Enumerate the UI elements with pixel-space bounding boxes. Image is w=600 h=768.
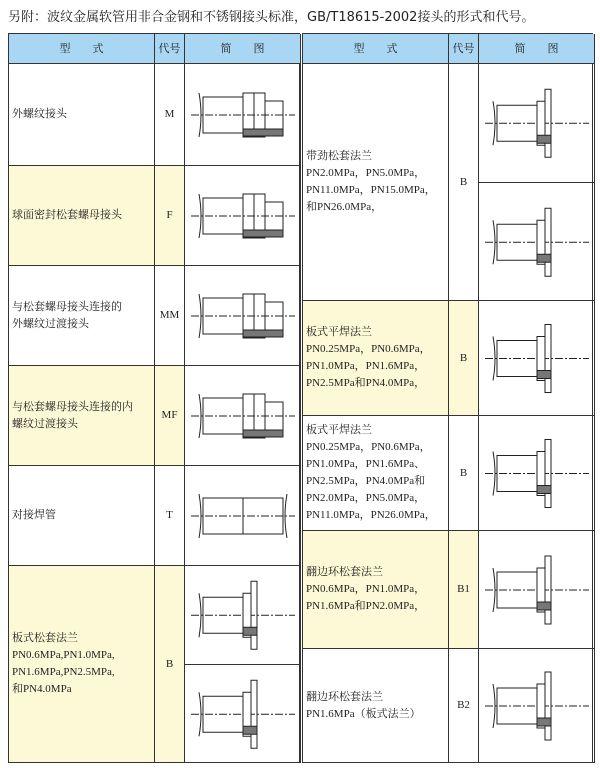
- code-cell: [449, 301, 479, 416]
- fitting-diagram: [479, 301, 595, 416]
- type-text: PN2.0MPa，PN5.0MPa，: [306, 167, 426, 179]
- type-text: PN1.6MPa,PN2.5MPa,: [12, 666, 115, 678]
- type-text: 翻边环松套法兰: [306, 566, 383, 578]
- fitting-diagram: [185, 665, 301, 764]
- fitting-diagram: [479, 64, 595, 183]
- type-text: 翻边环松套法兰: [306, 690, 383, 703]
- left-table: [8, 33, 300, 763]
- fitting-diagram: [479, 416, 595, 531]
- code-cell: [449, 416, 479, 531]
- code-text: B: [459, 466, 468, 479]
- header-type: 型 式: [9, 34, 155, 64]
- type-cell: [9, 366, 155, 466]
- fitting-diagram: [185, 466, 301, 566]
- type-cell: [9, 64, 155, 166]
- code-text: B2: [457, 699, 470, 711]
- header-diagram: 简 图: [479, 34, 595, 64]
- type-cell: [303, 64, 449, 301]
- header-diagram: 简 图: [185, 34, 301, 64]
- type-text: 带劲松套法兰: [306, 150, 372, 162]
- code-cell: [449, 64, 479, 301]
- fitting-diagram: [185, 64, 301, 166]
- code-text: MM: [159, 309, 180, 321]
- code-text: B: [459, 351, 468, 364]
- type-text: PN1.6MPa（板式法兰）: [306, 707, 421, 720]
- type-text: PN2.5MPa和PN4.0MPa，: [306, 377, 426, 389]
- type-cell: [9, 466, 155, 566]
- header-code: 代号: [155, 34, 185, 64]
- type-text: PN0.25MPa，PN0.6MPa，: [306, 343, 431, 355]
- code-cell: [155, 566, 185, 763]
- type-text: 和PN26.0MPa，: [306, 201, 383, 213]
- fitting-diagram: [479, 649, 595, 763]
- type-text: PN1.0MPa，PN1.6MPa、: [306, 458, 426, 470]
- type-cell: [303, 301, 449, 416]
- code-text: B: [165, 657, 174, 670]
- fitting-diagram: [185, 566, 301, 665]
- code-text: B: [459, 175, 468, 188]
- type-text: PN11.0MPa，PN26.0MPa，: [306, 509, 436, 521]
- type-text: PN0.6MPa，PN1.0MPa，: [306, 583, 426, 595]
- code-text: M: [164, 108, 175, 120]
- type-text: PN1.6MPa和PN2.0MPa，: [306, 600, 426, 612]
- code-text: F: [166, 209, 173, 221]
- type-text: 和PN4.0MPa: [12, 683, 72, 695]
- code-text: T: [166, 509, 173, 521]
- type-cell: [9, 566, 155, 763]
- type-cell: [303, 531, 449, 649]
- page-title: 另附：波纹金属软管用非合金钢和不锈钢接头标准，GB/T18615-2002接头的形式和代号。: [8, 10, 535, 25]
- type-text: 球面密封松套螺母接头: [12, 209, 122, 221]
- type-text: PN2.5MPa，PN4.0MPa和: [306, 475, 426, 487]
- code-text: B1: [457, 583, 470, 595]
- type-cell: [303, 649, 449, 763]
- header-type: 型 式: [303, 34, 449, 64]
- type-text: PN11.0MPa，PN15.0MPa，: [306, 184, 436, 196]
- type-text: 外螺纹接头: [12, 108, 67, 120]
- type-text: 板式平焊法兰: [306, 326, 372, 338]
- type-text: 外螺纹过渡接头: [12, 317, 89, 330]
- type-text: 与松套螺母接头连接的: [12, 300, 122, 313]
- code-cell: [155, 466, 185, 566]
- code-cell: [449, 649, 479, 763]
- code-text: MF: [161, 409, 178, 421]
- header-code: 代号: [449, 34, 479, 64]
- type-cell: [303, 416, 449, 531]
- type-text: 板式松套法兰: [12, 632, 78, 644]
- code-cell: [155, 166, 185, 266]
- type-cell: [9, 266, 155, 366]
- fitting-diagram: [185, 166, 301, 266]
- type-text: 与松套螺母接头连接的内: [12, 400, 133, 413]
- type-cell: [9, 166, 155, 266]
- type-text: PN0.25MPa，PN0.6MPa，: [306, 441, 431, 453]
- type-text: PN0.6MPa,PN1.0MPa,: [12, 649, 115, 661]
- fitting-diagram: [479, 183, 595, 302]
- code-cell: [449, 531, 479, 649]
- code-cell: [155, 366, 185, 466]
- fitting-diagram: [479, 531, 595, 649]
- code-cell: [155, 266, 185, 366]
- type-text: PN2.0MPa，PN5.0MPa，: [306, 492, 426, 504]
- fitting-diagram: [185, 266, 301, 366]
- type-text: PN1.0MPa，PN1.6MPa，: [306, 360, 426, 372]
- type-text: 板式平焊法兰: [306, 424, 372, 436]
- right-table: [302, 33, 593, 763]
- code-cell: [155, 64, 185, 166]
- type-text: 螺纹过渡接头: [12, 417, 78, 430]
- type-text: 对接焊管: [12, 509, 56, 521]
- fitting-diagram: [185, 366, 301, 466]
